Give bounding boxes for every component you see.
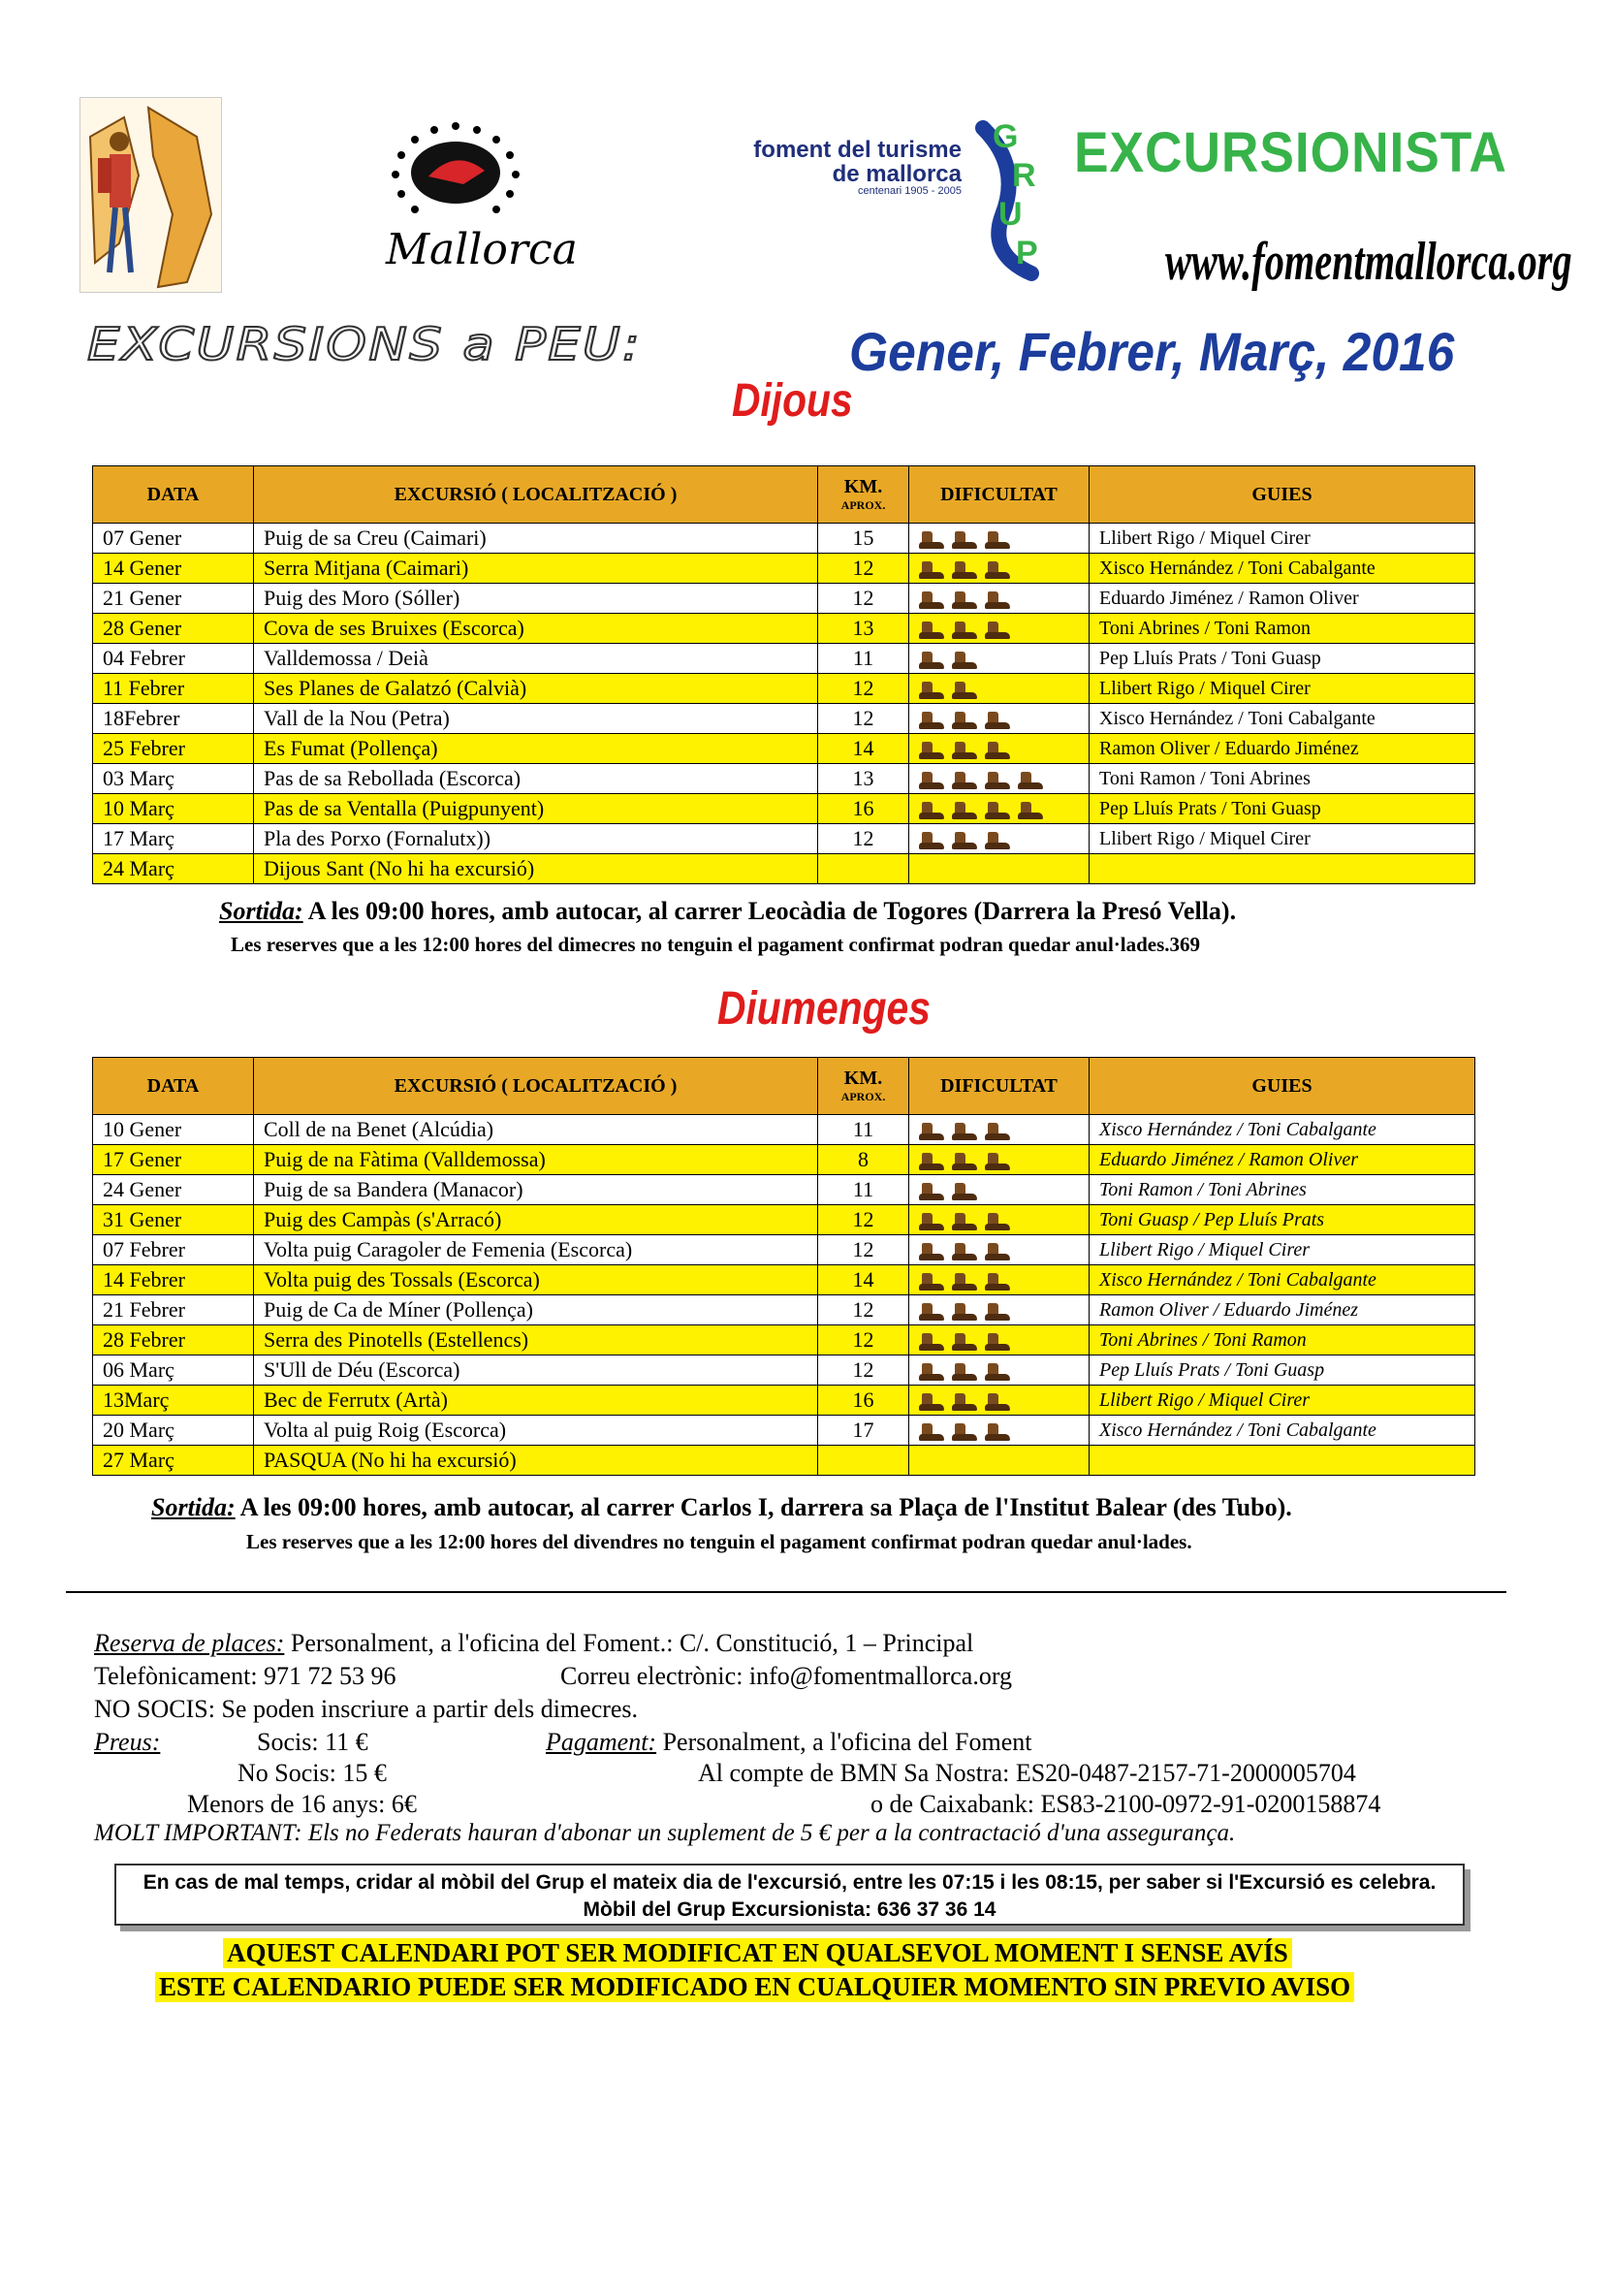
hiking-boot-icon — [952, 1123, 977, 1140]
hiking-boot-icon — [985, 1123, 1010, 1140]
hiking-boot-icon — [952, 1303, 977, 1321]
foment-line-3: centenari 1905 - 2005 — [857, 185, 962, 198]
telefon: Telefònicament: 971 72 53 96 — [94, 1662, 396, 1690]
date-cell: 07 Gener — [93, 524, 254, 554]
hiking-boot-icon — [919, 682, 944, 699]
date-cell: 21 Gener — [93, 584, 254, 614]
date-cell: 14 Gener — [93, 554, 254, 584]
km-cell: 16 — [818, 1386, 909, 1416]
km-cell: 17 — [818, 1416, 909, 1446]
route-cell: Volta puig Caragoler de Femenia (Escorca) — [254, 1235, 818, 1265]
km-cell: 12 — [818, 674, 909, 704]
difficulty-cell — [909, 614, 1090, 644]
hiking-boot-icon — [919, 1303, 944, 1321]
table-row — [93, 824, 1475, 854]
guides-cell — [1090, 1446, 1475, 1476]
hiking-boot-icon — [985, 561, 1010, 579]
table-row — [93, 1416, 1475, 1446]
menors-price: Menors de 16 anys: 6€ — [187, 1790, 417, 1818]
hiking-boot-icon — [985, 1363, 1010, 1381]
route-cell: Pas de sa Rebollada (Escorca) — [254, 764, 818, 794]
km-cell: 8 — [818, 1145, 909, 1175]
guides-cell: Ramon Oliver / Eduardo Jiménez — [1090, 1295, 1475, 1325]
km-label: KM. — [843, 1068, 883, 1089]
pagament-label: Pagament: — [546, 1728, 657, 1756]
route-cell: Puig de sa Creu (Caimari) — [254, 524, 818, 554]
hiking-boot-icon — [985, 1303, 1010, 1321]
guides-cell: Xisco Hernández / Toni Cabalgante — [1090, 1265, 1475, 1295]
foment-logo-text — [729, 138, 962, 198]
reserva-line — [94, 1629, 973, 1658]
difficulty-cell — [909, 1265, 1090, 1295]
molt-text: Els no Federats hauran d'abonar un suplement de 5 € per a la contractació d'una assegurança. — [301, 1820, 1236, 1846]
bad-weather-box — [114, 1864, 1465, 1926]
km-cell: 11 — [818, 1115, 909, 1145]
date-cell: 24 Gener — [93, 1175, 254, 1205]
col-header-excursio: EXCURSIÓ ( LOCALITZACIÓ ) — [254, 1058, 818, 1115]
date-cell: 10 Març — [93, 794, 254, 824]
hiking-boot-icon — [952, 1423, 977, 1441]
route-cell: Cova de ses Bruixes (Escorca) — [254, 614, 818, 644]
table-row — [93, 1386, 1475, 1416]
date-cell: 18Febrer — [93, 704, 254, 734]
table-row — [93, 1145, 1475, 1175]
hiking-boot-icon — [919, 1363, 944, 1381]
col-header-guies: GUIES — [1090, 1058, 1475, 1115]
difficulty-cell — [909, 524, 1090, 554]
hiking-boot-icon — [919, 652, 944, 669]
difficulty-cell — [909, 674, 1090, 704]
guides-cell: Xisco Hernández / Toni Cabalgante — [1090, 554, 1475, 584]
route-cell: Puig de na Fàtima (Valldemossa) — [254, 1145, 818, 1175]
hiking-boot-icon — [919, 1243, 944, 1260]
table-row — [93, 854, 1475, 884]
diumenges-table — [92, 1057, 1475, 1476]
table-row — [93, 794, 1475, 824]
dijous-title: Dijous — [732, 375, 853, 427]
table-row — [93, 524, 1475, 554]
km-label: KM. — [843, 476, 883, 497]
pagament-line — [546, 1728, 1031, 1757]
hiking-boot-icon — [952, 832, 977, 849]
date-cell: 20 Març — [93, 1416, 254, 1446]
no-socis-note: NO SOCIS: Se poden inscriure a partir dels dimecres. — [94, 1695, 639, 1723]
difficulty-cell — [909, 854, 1090, 884]
date-cell: 17 Març — [93, 824, 254, 854]
table-row — [93, 1355, 1475, 1386]
route-cell: Volta al puig Roig (Escorca) — [254, 1416, 818, 1446]
table-row — [93, 644, 1475, 674]
route-cell: Puig de Ca de Míner (Pollença) — [254, 1295, 818, 1325]
divider — [66, 1591, 1506, 1593]
date-cell: 21 Febrer — [93, 1295, 254, 1325]
route-cell: Serra Mitjana (Caimari) — [254, 554, 818, 584]
km-cell: 12 — [818, 554, 909, 584]
table-row — [93, 1175, 1475, 1205]
sortida-label: Sortida: — [151, 1493, 236, 1521]
route-cell: Ses Planes de Galatzó (Calvià) — [254, 674, 818, 704]
difficulty-cell — [909, 1416, 1090, 1446]
date-cell: 03 Març — [93, 764, 254, 794]
hiking-boot-icon — [919, 712, 944, 729]
guides-cell: Llibert Rigo / Miquel Cirer — [1090, 1386, 1475, 1416]
grup-letter-u: U — [998, 196, 1023, 233]
date-cell: 17 Gener — [93, 1145, 254, 1175]
hiking-boot-icon — [952, 591, 977, 609]
date-cell: 07 Febrer — [93, 1235, 254, 1265]
route-cell: Bec de Ferrutx (Artà) — [254, 1386, 818, 1416]
molt-important-note — [94, 1820, 1235, 1847]
route-cell: Valldemossa / Deià — [254, 644, 818, 674]
hiking-boot-icon — [985, 531, 1010, 549]
route-cell: Pas de sa Ventalla (Puigpunyent) — [254, 794, 818, 824]
sortida-text: A les 09:00 hores, amb autocar, al carrer Leocàdia de Togores (Darrera la Presó Vella). — [302, 897, 1237, 925]
km-cell: 14 — [818, 734, 909, 764]
table-row — [93, 1115, 1475, 1145]
hiking-boot-icon — [985, 591, 1010, 609]
table-row — [93, 704, 1475, 734]
hiking-boot-icon — [952, 1393, 977, 1411]
guides-cell: Toni Guasp / Pep Lluís Prats — [1090, 1205, 1475, 1235]
mallorca-script-text: Mallorca — [386, 225, 578, 274]
guides-cell — [1090, 854, 1475, 884]
table-row — [93, 1446, 1475, 1476]
hiking-boot-icon — [952, 561, 977, 579]
hiking-boot-icon — [952, 622, 977, 639]
excursions-a-peu-title: EXCURSIONS a PEU: — [87, 318, 643, 370]
date-cell: 14 Febrer — [93, 1265, 254, 1295]
km-cell: 12 — [818, 1295, 909, 1325]
mallorca-sun-logo-icon — [330, 89, 582, 298]
diumenges-sortida — [151, 1493, 1292, 1522]
table-row — [93, 1295, 1475, 1325]
table-row — [93, 614, 1475, 644]
difficulty-cell — [909, 824, 1090, 854]
table-row — [93, 1205, 1475, 1235]
difficulty-cell — [909, 1446, 1090, 1476]
hiking-boot-icon — [985, 622, 1010, 639]
hiking-boot-icon — [952, 1213, 977, 1230]
correu: Correu electrònic: info@fomentmallorca.org — [560, 1662, 1013, 1690]
difficulty-cell — [909, 704, 1090, 734]
guides-cell: Xisco Hernández / Toni Cabalgante — [1090, 1416, 1475, 1446]
table-header-row — [93, 466, 1475, 524]
hiking-boot-icon — [985, 1393, 1010, 1411]
km-sub-label: APROX. — [840, 1090, 886, 1103]
date-cell: 10 Gener — [93, 1115, 254, 1145]
km-cell: 12 — [818, 824, 909, 854]
km-sub-label: APROX. — [840, 498, 886, 512]
reserva-label: Reserva de places: — [94, 1629, 285, 1657]
hiking-boot-icon — [952, 652, 977, 669]
molt-label: MOLT IMPORTANT: — [94, 1820, 302, 1846]
route-cell: Vall de la Nou (Petra) — [254, 704, 818, 734]
hiking-boot-icon — [919, 531, 944, 549]
hiking-boot-icon — [985, 742, 1010, 759]
hiking-boot-icon — [952, 531, 977, 549]
guides-cell: Eduardo Jiménez / Ramon Oliver — [1090, 1145, 1475, 1175]
grup-letter-p: P — [1016, 235, 1038, 271]
foment-line-2: de mallorca — [832, 161, 962, 188]
km-cell: 11 — [818, 644, 909, 674]
km-cell: 13 — [818, 614, 909, 644]
notice-catalan: AQUEST CALENDARI POT SER MODIFICAT EN QUALSEVOL MOMENT I SENSE AVÍS — [223, 1938, 1292, 1968]
hiking-boot-icon — [919, 591, 944, 609]
hiking-boot-icon — [1018, 802, 1043, 819]
hiking-boot-icon — [919, 1183, 944, 1200]
table-row — [93, 1325, 1475, 1355]
bad-weather-line-1: En cas de mal temps, cridar al mòbil del Grup el mateix dia de l'excursió, entre les 07:15 i les 08:15, per saber si l'Excursió es celebra. — [142, 1871, 1437, 1894]
guides-cell: Xisco Hernández / Toni Cabalgante — [1090, 704, 1475, 734]
hiking-boot-icon — [985, 712, 1010, 729]
socis-price: Socis: 11 € — [257, 1728, 368, 1756]
km-cell: 12 — [818, 1205, 909, 1235]
grup-vertical-logo-icon — [973, 109, 1060, 283]
date-cell: 06 Març — [93, 1355, 254, 1386]
no-socis-price: No Socis: 15 € — [237, 1759, 387, 1787]
km-cell: 12 — [818, 584, 909, 614]
difficulty-cell — [909, 644, 1090, 674]
hiking-boot-icon — [952, 1243, 977, 1260]
difficulty-cell — [909, 1175, 1090, 1205]
bmn-account: Al compte de BMN Sa Nostra: ES20-0487-2157-71-2000005704 — [698, 1759, 1356, 1787]
hiking-boot-icon — [985, 1243, 1010, 1260]
hiker-logo — [79, 97, 222, 293]
hiker-illustration-icon — [80, 98, 221, 292]
guides-cell: Toni Ramon / Toni Abrines — [1090, 764, 1475, 794]
hiking-boot-icon — [919, 832, 944, 849]
col-header-dificultat: DIFICULTAT — [909, 466, 1090, 524]
guides-cell: Llibert Rigo / Miquel Cirer — [1090, 674, 1475, 704]
col-header-guies: GUIES — [1090, 466, 1475, 524]
km-cell: 16 — [818, 794, 909, 824]
difficulty-cell — [909, 1386, 1090, 1416]
km-cell — [818, 1446, 909, 1476]
date-cell: 28 Gener — [93, 614, 254, 644]
hiking-boot-icon — [985, 1213, 1010, 1230]
route-cell: Puig des Moro (Sóller) — [254, 584, 818, 614]
diumenges-title: Diumenges — [717, 983, 931, 1035]
date-cell: 28 Febrer — [93, 1325, 254, 1355]
col-header-data: DATA — [93, 466, 254, 524]
difficulty-cell — [909, 554, 1090, 584]
bad-weather-line-2: Mòbil del Grup Excursionista: 636 37 36 14 — [583, 1898, 996, 1921]
table-row — [93, 1265, 1475, 1295]
period-title: Gener, Febrer, Març, 2016 — [849, 321, 1455, 382]
hiking-boot-icon — [919, 772, 944, 789]
hiking-boot-icon — [952, 1363, 977, 1381]
grup-logo — [973, 109, 1060, 283]
col-header-data: DATA — [93, 1058, 254, 1115]
hiking-boot-icon — [919, 1273, 944, 1291]
guides-cell: Toni Abrines / Toni Ramon — [1090, 1325, 1475, 1355]
caixabank-account: o de Caixabank: ES83-2100-0972-91-0200158874 — [870, 1790, 1381, 1818]
table-row — [93, 764, 1475, 794]
hiking-boot-icon — [985, 832, 1010, 849]
hiking-boot-icon — [985, 802, 1010, 819]
difficulty-cell — [909, 1145, 1090, 1175]
km-cell: 12 — [818, 1355, 909, 1386]
reserva-text: Personalment, a l'oficina del Foment.: C/. Constitució, 1 – Principal — [284, 1629, 974, 1657]
route-cell: Serra des Pinotells (Estellencs) — [254, 1325, 818, 1355]
difficulty-cell — [909, 1115, 1090, 1145]
guides-cell: Pep Lluís Prats / Toni Guasp — [1090, 644, 1475, 674]
hiking-boot-icon — [985, 1423, 1010, 1441]
date-cell: 13Març — [93, 1386, 254, 1416]
date-cell: 25 Febrer — [93, 734, 254, 764]
date-cell: 24 Març — [93, 854, 254, 884]
guides-cell: Toni Abrines / Toni Ramon — [1090, 614, 1475, 644]
guides-cell: Ramon Oliver / Eduardo Jiménez — [1090, 734, 1475, 764]
mallorca-logo — [330, 89, 582, 298]
website-link[interactable]: www.fomentmallorca.org — [1165, 232, 1572, 292]
route-cell: PASQUA (No hi ha excursió) — [254, 1446, 818, 1476]
guides-cell: Xisco Hernández / Toni Cabalgante — [1090, 1115, 1475, 1145]
preus-label — [94, 1728, 160, 1757]
date-cell: 27 Març — [93, 1446, 254, 1476]
guides-cell: Llibert Rigo / Miquel Cirer — [1090, 824, 1475, 854]
route-cell: Dijous Sant (No hi ha excursió) — [254, 854, 818, 884]
hiking-boot-icon — [919, 802, 944, 819]
pagament-text: Personalment, a l'oficina del Foment — [656, 1728, 1032, 1756]
table-row — [93, 734, 1475, 764]
hiking-boot-icon — [952, 712, 977, 729]
hiking-boot-icon — [985, 1153, 1010, 1170]
difficulty-cell — [909, 1235, 1090, 1265]
km-cell: 12 — [818, 1235, 909, 1265]
route-cell: Es Fumat (Pollença) — [254, 734, 818, 764]
route-cell: Coll de na Benet (Alcúdia) — [254, 1115, 818, 1145]
dijous-reserves-note: Les reserves que a les 12:00 hores del dimecres no tenguin el pagament confirmat podran quedar anul·lades.369 — [231, 933, 1201, 956]
date-cell: 31 Gener — [93, 1205, 254, 1235]
hiking-boot-icon — [919, 742, 944, 759]
hiking-boot-icon — [952, 772, 977, 789]
hiking-boot-icon — [919, 1123, 944, 1140]
route-cell: Pla des Porxo (Fornalutx)) — [254, 824, 818, 854]
hiking-boot-icon — [919, 561, 944, 579]
route-cell: S'Ull de Déu (Escorca) — [254, 1355, 818, 1386]
guides-cell: Llibert Rigo / Miquel Cirer — [1090, 1235, 1475, 1265]
table-row — [93, 584, 1475, 614]
km-cell: 15 — [818, 524, 909, 554]
table-row — [93, 554, 1475, 584]
col-header-km — [818, 466, 909, 524]
col-header-dificultat: DIFICULTAT — [909, 1058, 1090, 1115]
hiking-boot-icon — [919, 1213, 944, 1230]
preus-label-text: Preus: — [94, 1728, 161, 1756]
dijous-table — [92, 465, 1475, 884]
guides-cell: Llibert Rigo / Miquel Cirer — [1090, 524, 1475, 554]
sortida-label: Sortida: — [219, 897, 303, 925]
difficulty-cell — [909, 734, 1090, 764]
km-cell: 12 — [818, 1325, 909, 1355]
hiking-boot-icon — [919, 1153, 944, 1170]
guides-cell: Pep Lluís Prats / Toni Guasp — [1090, 794, 1475, 824]
difficulty-cell — [909, 794, 1090, 824]
hiking-boot-icon — [919, 622, 944, 639]
hiking-boot-icon — [952, 742, 977, 759]
km-cell: 12 — [818, 704, 909, 734]
hiking-boot-icon — [985, 772, 1010, 789]
foment-line-1: foment del turisme — [753, 137, 962, 163]
hiking-boot-icon — [952, 802, 977, 819]
hiking-boot-icon — [952, 1333, 977, 1351]
hiking-boot-icon — [952, 1153, 977, 1170]
km-cell — [818, 854, 909, 884]
hiking-boot-icon — [952, 1273, 977, 1291]
diumenges-reserves-note: Les reserves que a les 12:00 hores del divendres no tenguin el pagament confirmat podran quedar anul·lades. — [246, 1530, 1192, 1553]
grup-letter-r: R — [1012, 157, 1036, 194]
hiking-boot-icon — [919, 1393, 944, 1411]
date-cell: 04 Febrer — [93, 644, 254, 674]
hiking-boot-icon — [952, 682, 977, 699]
hiking-boot-icon — [919, 1333, 944, 1351]
route-cell: Puig des Campàs (s'Arracó) — [254, 1205, 818, 1235]
difficulty-cell — [909, 1295, 1090, 1325]
grup-letter-g: G — [993, 118, 1019, 155]
guides-cell: Pep Lluís Prats / Toni Guasp — [1090, 1355, 1475, 1386]
km-cell: 11 — [818, 1175, 909, 1205]
notice-spanish: ESTE CALENDARIO PUEDE SER MODIFICADO EN CUALQUIER MOMENTO SIN PREVIO AVISO — [155, 1972, 1354, 2002]
km-cell: 13 — [818, 764, 909, 794]
col-header-km — [818, 1058, 909, 1115]
hiking-boot-icon — [952, 1183, 977, 1200]
hiking-boot-icon — [985, 1333, 1010, 1351]
difficulty-cell — [909, 764, 1090, 794]
difficulty-cell — [909, 1325, 1090, 1355]
col-header-excursio: EXCURSIÓ ( LOCALITZACIÓ ) — [254, 466, 818, 524]
excursionista-title: EXCURSIONISTA — [1074, 121, 1507, 184]
hiking-boot-icon — [985, 1273, 1010, 1291]
difficulty-cell — [909, 584, 1090, 614]
km-cell: 14 — [818, 1265, 909, 1295]
route-cell: Volta puig des Tossals (Escorca) — [254, 1265, 818, 1295]
dijous-sortida — [219, 897, 1236, 926]
table-header-row — [93, 1058, 1475, 1115]
guides-cell: Eduardo Jiménez / Ramon Oliver — [1090, 584, 1475, 614]
difficulty-cell — [909, 1355, 1090, 1386]
hiking-boot-icon — [1018, 772, 1043, 789]
guides-cell: Toni Ramon / Toni Abrines — [1090, 1175, 1475, 1205]
table-row — [93, 1235, 1475, 1265]
sortida-text: A les 09:00 hores, amb autocar, al carrer Carlos I, darrera sa Plaça de l'Institut Balear (des Tubo). — [235, 1493, 1292, 1521]
hiking-boot-icon — [919, 1423, 944, 1441]
route-cell: Puig de sa Bandera (Manacor) — [254, 1175, 818, 1205]
difficulty-cell — [909, 1205, 1090, 1235]
table-row — [93, 674, 1475, 704]
date-cell: 11 Febrer — [93, 674, 254, 704]
